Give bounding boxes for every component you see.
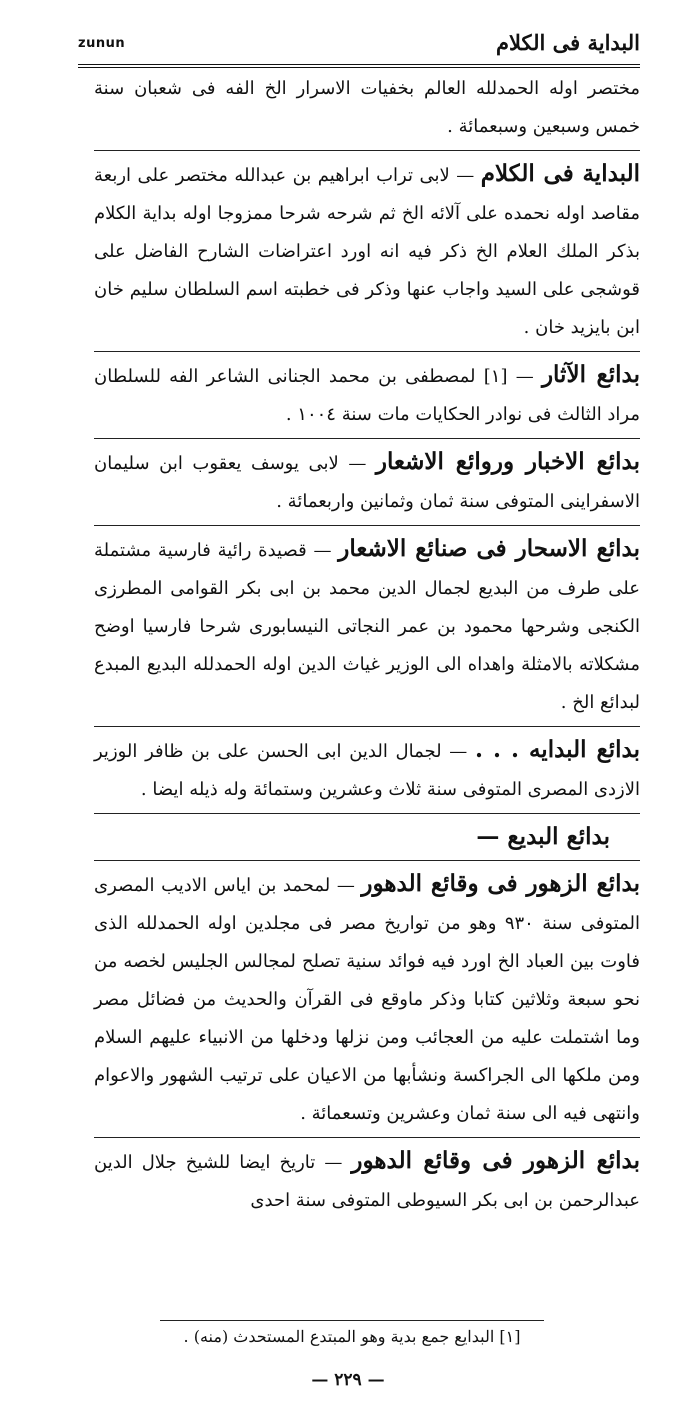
entry bbox=[94, 70, 640, 146]
entry-text: — لمحمد بن اياس الاديب المصرى المتوفى سنة ٩٣٠ وهو من تواريخ مصر فى مجلدين اوله الحمدلله الذى فاوت بين العباد الخ اورد فيه فوائد سنية تصلح لمجالس الجليس لخصه من نحو سبعة وثلاثين كتابا وذكر ماوقع فى القرآن والحديث من فضائل مصر وما اشتملت عليه من العجائب ومن نزلها ودخلها من الانبياء عليهم السلام ومن ملكها الى الجراكسة ونشأبها من الاعيان على ترتيب الشهور والاعوام وانتهى فيه الى سنة ثمان وعشرين وتسعمائة . bbox=[94, 875, 640, 1124]
entry bbox=[94, 860, 640, 1133]
entry-text: — تاريخ ايضا للشيخ جلال الدين عبدالرحمن بن ابى بكر السيوطى المتوفى سنة احدى bbox=[94, 1152, 640, 1211]
entry bbox=[94, 726, 640, 809]
entry-heading: بدائع الزهور فى وقائع الدهور bbox=[351, 1147, 640, 1174]
entry-text: — لجمال الدين ابى الحسن على بن ظافر الوزير الازدى المصرى المتوفى سنة ثلاث وعشرين وستمائة وله ذيله ايضا . bbox=[94, 741, 640, 800]
entry bbox=[94, 438, 640, 521]
entry-heading: بدائع الاخبار وروائع الاشعار bbox=[375, 448, 640, 475]
running-title: البداية فى الكلام bbox=[495, 30, 640, 55]
entry-heading: بدائع الآثار bbox=[541, 361, 640, 388]
entries-column bbox=[94, 70, 640, 1220]
footnote-rule bbox=[160, 1320, 544, 1321]
entry-heading: بدائع الزهور فى وقائع الدهور bbox=[361, 870, 641, 897]
running-header bbox=[72, 28, 640, 64]
entry-text: — لابى يوسف يعقوب ابن سليمان الاسفراينى المتوفى سنة ثمان وثمانين واربعمائة . bbox=[94, 453, 640, 512]
entry-heading: بدائع البدايه . . . bbox=[475, 736, 640, 763]
footnote: [١] البدايع جمع بدية وهو المبتدع المستحدث (منه) . bbox=[183, 1327, 521, 1346]
entry-text: مختصر اوله الحمدلله العالم بخفيات الاسرار الخ الفه فى شعبان سنة خمس وسبعين وسبعمائة . bbox=[94, 78, 640, 137]
page-number: — ٢٢٩ — bbox=[311, 1370, 385, 1390]
header-mark: zunun bbox=[78, 36, 126, 51]
header-rule bbox=[78, 64, 640, 68]
entry-text: — لابى تراب ابراهيم بن عبدالله مختصر على اربعة مقاصد اوله نحمده على آلائه الخ ثم شرحه شرحا ممزوجا اوله بداية الكلام بذكر الملك العلام الخ ذكر فيه انه اورد اعتراضات الشارح الفاضل على قوشجى على السيد واجاب عنها وذكر فى خطبته اسم السلطان سليم خان ابن بايزيد خان . bbox=[94, 165, 640, 338]
entry-heading: البداية فى الكلام bbox=[480, 160, 641, 187]
entry-text: — [١] لمصطفى بن محمد الجنانى الشاعر الفه للسلطان مراد الثالث فى نوادر الحكايات مات سنة ١٠٠٤ . bbox=[94, 366, 640, 425]
entry bbox=[94, 1137, 640, 1220]
entry-text: — قصيدة رائية فارسية مشتملة على طرف من البديع لجمال الدين محمد بن ابى بكر القوامى المطرزى الكنجى وشرحها محمود بن عمر النجاتى النيسابورى شرحا فارسيا اوضح مشكلاته بالامثلة واهداه الى الوزير غياث الدين اوله الحمدلله البديع المبدع لبدائع الخ . bbox=[94, 540, 640, 713]
entry-heading: بدائع البديع — bbox=[476, 823, 610, 850]
entry-heading: بدائع الاسحار فى صنائع الاشعار bbox=[338, 535, 640, 562]
entry bbox=[94, 150, 640, 347]
entry bbox=[94, 351, 640, 434]
entry bbox=[94, 813, 640, 856]
entry bbox=[94, 525, 640, 722]
